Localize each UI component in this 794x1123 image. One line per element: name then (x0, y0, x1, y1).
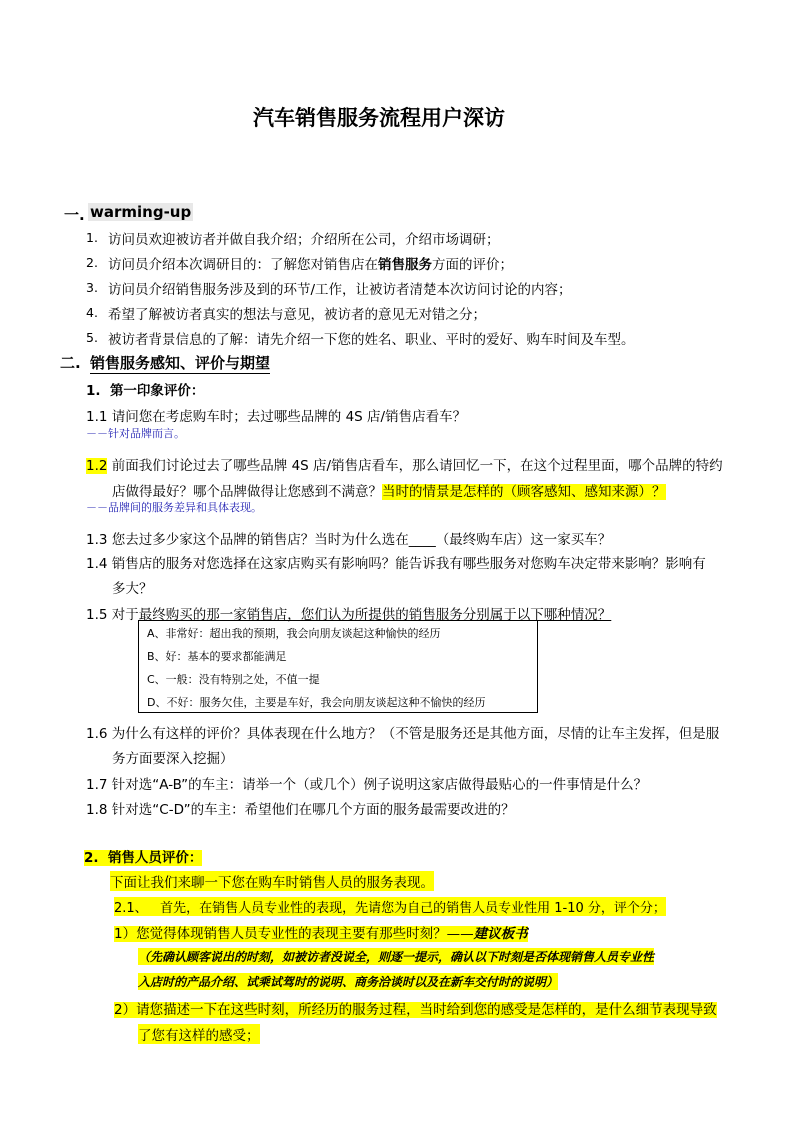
question-1-5: 1.5 对于最终购买的那一家销售店，您们认为所提供的销售服务分别属于以下哪种情况？ (86, 607, 612, 623)
s1-item-num: 1. (86, 230, 98, 245)
s1-item-text: 访问员欢迎被访者并做自我介绍；介绍所在公司，介绍市场调研； (108, 232, 500, 248)
question-1-6-cont: 务方面要深入挖掘） (112, 751, 234, 767)
s1-item-num: 3. (86, 280, 98, 295)
section2-heading: 销售服务感知、评价与期望 (90, 354, 271, 372)
s1-item-text: 被访者背景信息的了解：请先介绍一下您的姓名、职业、平时的爱好、购车时间及车型。 (108, 332, 635, 348)
note-1-1: －－针对品牌而言。 (86, 427, 185, 440)
rating-options-box (138, 620, 538, 713)
sub1-heading: 1. 第一印象评价： (86, 383, 205, 399)
point-1-note-cont: 入店时的产品介绍、试乘试驾时的说明、商务洽谈时以及在新车交付时的说明） (138, 975, 559, 989)
question-1-8: 1.8 针对选“C-D”的车主：希望他们在哪几个方面的服务最需要改进的？ (86, 802, 515, 818)
rating-option: B、好：基本的要求都能满足 (147, 650, 287, 663)
question-2-1: 2.1、 首先，在销售人员专业性的表现，先请您为自己的销售人员专业性用 1-10 分，评个分； (114, 897, 666, 916)
point-1-note: （先确认顾客说出的时刻，如被访者没说全，则逐一提示，确认以下时刻是否体现销售人员专业性 (138, 950, 655, 964)
question-1-4-cont: 多大？ (112, 581, 153, 597)
sub2-intro: 下面让我们来聊一下您在购车时销售人员的服务表现。 (110, 871, 434, 891)
question-1-6: 1.6 为什么有这样的评价？具体表现在什么地方？（不管是服务还是其他方面，尽情的让车主发挥，但是服 (86, 726, 720, 742)
s1-item-text: 访问员介绍本次调研目的：了解您对销售店在销售服务方面的评价； (108, 257, 513, 273)
rating-option: A、非常好：超出我的预期，我会向朋友谈起这种愉快的经历 (147, 627, 441, 640)
point-1: 1）您觉得体现销售人员专业性的表现主要有那些时刻？——建议板书 (114, 926, 528, 942)
s1-item-text: 访问员介绍销售服务涉及到的环节/工作，让被访者清楚本次访问讨论的内容； (108, 282, 572, 298)
section1-number: 一. (64, 206, 85, 224)
sub2-heading: 2. 销售人员评价： (84, 850, 203, 866)
section1-heading: warming-up (90, 203, 192, 221)
page-title: 汽车销售服务流程用户深访 (253, 106, 505, 130)
question-1-7: 1.7 针对选“A-B”的车主：请举一个（或几个）例子说明这家店做得最贴心的一件事情是什么？ (86, 777, 648, 793)
question-1-2-cont: 店做得最好？哪个品牌做得让您感到不满意？当时的情景是怎样的（顾客感知、感知来源）？ (112, 484, 666, 500)
rating-option: D、不好：服务欠佳，主要是车好，我会向朋友谈起这种不愉快的经历 (147, 696, 486, 709)
s1-item-num: 4. (86, 305, 98, 320)
s1-item-num: 5. (86, 330, 98, 345)
question-1-2: 1.2 前面我们讨论过去了哪些品牌 4S 店/销售店看车，那么请回忆一下，在这个过程里面，哪个品牌的特约 (86, 458, 723, 474)
s1-item-text: 希望了解被访者真实的想法与意见，被访者的意见无对错之分； (108, 307, 486, 323)
s1-item-num: 2. (86, 255, 98, 270)
rating-option: C、一般：没有特别之处，不值一提 (147, 673, 320, 686)
note-1-2: －－品牌间的服务差异和具体表现。 (86, 501, 262, 514)
question-1-1: 1.1 请问您在考虑购车时；去过哪些品牌的 4S 店/销售店看车？ (86, 409, 467, 425)
question-1-3: 1.3 您去过多少家这个品牌的销售店？当时为什么选在____（最终购车店）这一家买车？ (86, 532, 612, 548)
point-2: 2）请您描述一下在这些时刻，所经历的服务过程，当时给到您的感受是怎样的，是什么细节表现导致 (114, 1002, 717, 1018)
section2-number: 二. (60, 354, 81, 372)
point-2-cont: 了您有这样的感受； (138, 1024, 260, 1044)
question-1-4: 1.4 销售店的服务对您选择在这家店购买有影响吗？能告诉我有哪些服务对您购车决定带来影响？影响有 (86, 556, 706, 572)
